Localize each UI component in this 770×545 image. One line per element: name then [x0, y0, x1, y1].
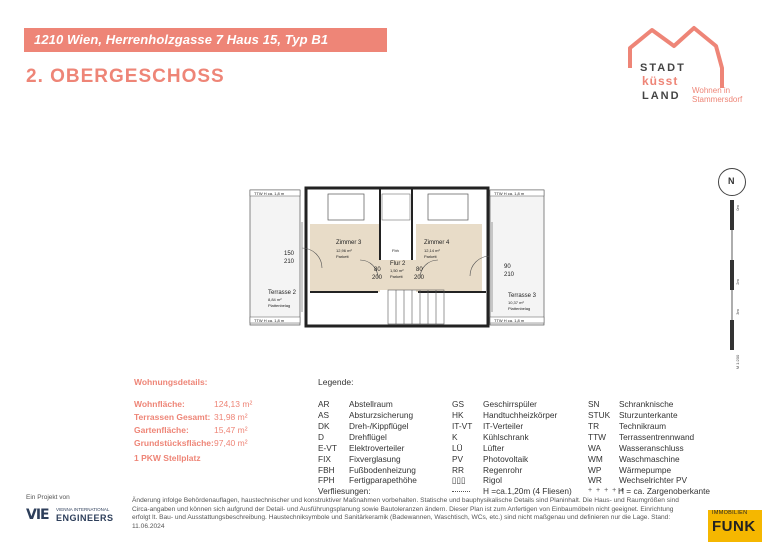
detail-label: Terrassen Gesamt:: [134, 412, 211, 422]
legend-item: SN Schranknische: [588, 399, 674, 409]
address-title: 1210 Wien, Herrenholzgasse 7 Haus 15, Typ B1: [34, 32, 329, 47]
legend-item: K Kühlschrank: [452, 432, 529, 442]
legend-item: E-VT Elektroverteiler: [318, 443, 405, 453]
logo-kuesst: küsst: [642, 74, 679, 88]
detail-label: Wohnfläche:: [134, 399, 185, 409]
opening-3-width: 80: [416, 267, 423, 273]
stadt-kuesst-land-logo: [618, 24, 748, 112]
zarge-text: H = ca. Zargenoberkante: [618, 486, 711, 496]
room-floor-terrasse-3: Plattenbelag: [508, 306, 531, 311]
legend-item: WM Waschmaschine: [588, 454, 680, 464]
opening-2-width: 80: [374, 267, 381, 273]
scale-ratio: M 1:200: [735, 354, 740, 370]
ttw-label-tl: TTW H ca. 1,8 m: [254, 191, 285, 196]
room-area-flur-2: 1,50 m²: [390, 268, 404, 273]
legend-item: WA Wasseranschluss: [588, 443, 684, 453]
funk-logo-small: IMMOBILIEN: [712, 510, 748, 516]
tiling-text: H =ca.1,20m (4 Fliesen): [483, 486, 572, 496]
detail-row-garten: [134, 425, 248, 435]
details-heading: Wohnungsdetails:: [134, 377, 208, 387]
project-label: Ein Projekt von: [26, 494, 70, 501]
vie-logo-mark: VIE: [26, 507, 49, 523]
ttw-label-br: TTW H ca. 1,8 m: [494, 318, 525, 323]
legend-item: GS Geschirrspüler: [452, 399, 537, 409]
lift-label: Fbh: [392, 248, 399, 253]
detail-row-grundstueck: [134, 438, 248, 448]
legend-item: FPH Fertigparapethöhe: [318, 475, 417, 485]
legend-item: AS Absturzsicherung: [318, 410, 414, 420]
legend-item: DK Dreh-/Kippflügel: [318, 421, 409, 431]
room-area-terrasse-3: 10,37 m²: [508, 300, 524, 305]
room-name-terrasse-2: Terrasse 2: [268, 290, 297, 296]
vie-logo-big: ENGINEERS: [56, 513, 114, 523]
opening-2-height: 200: [372, 275, 383, 281]
ttw-label-tr: TTW H ca. 1,8 m: [494, 191, 525, 196]
logo-stadt: STADT: [640, 62, 686, 74]
legend-item: WP Wärmepumpe: [588, 465, 672, 475]
disclaimer-text: Änderung infolge Behördenauflagen, haustechnischer und konstruktiver Maßnahmen vorbehalten. Statische und bauphysikalische Details sind Planinhalt. Die Haus- und Raumgrößen sind Circa-angaben und können sich aufgrund der Detail- und Ausführungsplanung sowie Bautoleranzen ändern. Dieser Plan ist zum Anfertigen von Einbaumöbeln nicht geeignet. Einrichtung erfolgt lt. Bau- und Ausstattungsbeschreibung. Haustechniksymbole und Sanitärkeramik (Badewannen, Waschtisch, WCs, etc.) sind nicht maßgenau und definieren nur die Lage. Stand: 11.06.2024: [132, 497, 679, 530]
opening-4-height: 210: [504, 272, 515, 278]
detail-value: 15,47 m²: [214, 425, 248, 435]
legend-item: RR Regenrohr: [452, 465, 523, 475]
detail-row-wohnflaeche: [134, 399, 253, 409]
room-area-zimmer-4: 12,14 m²: [424, 248, 440, 253]
room-name-zimmer-3: Zimmer 3: [336, 240, 362, 246]
legend-item: HK Handtuchheizkörper: [452, 410, 558, 420]
vie-logo-small: VIENNA INTERNATIONAL: [56, 507, 110, 512]
detail-value: 124,13 m²: [214, 399, 253, 409]
room-name-zimmer-4: Zimmer 4: [424, 240, 450, 246]
room-area-terrasse-2: 8,84 m²: [268, 297, 282, 302]
detail-label: Grundstücksfläche:: [134, 438, 214, 448]
opening-3-height: 200: [414, 275, 425, 281]
zarge-dots-icon: + + + + +: [588, 487, 626, 494]
detail-row-terrassen: [134, 412, 248, 422]
legend-item: TR Technikraum: [588, 421, 667, 431]
scale-0m: 0m: [735, 205, 740, 211]
room-name-terrasse-3: Terrasse 3: [508, 293, 537, 299]
legend-item: FBH Fußbodenheizung: [318, 465, 416, 475]
funk-logo-big: FUNK: [712, 518, 756, 535]
legend-heading: Legende:: [318, 377, 354, 387]
legend-item: STUK Sturzunterkante: [588, 410, 678, 420]
detail-value: 97,40 m²: [214, 438, 248, 448]
legend-item: D Drehflügel: [318, 432, 387, 442]
room-floor-zimmer-3: Parkett: [336, 254, 349, 259]
room-name-flur-2: Flur 2: [390, 261, 406, 267]
logo-tagline-line1: Wohnen in: [692, 86, 731, 95]
address-banner: [24, 28, 387, 52]
room-floor-terrasse-2: Plattenbelag: [268, 303, 291, 308]
ttw-label-bl: TTW H ca. 1,8 m: [254, 318, 285, 323]
tiling-line-icon: [452, 491, 470, 492]
floor-title: 2. OBERGESCHOSS: [26, 66, 225, 87]
opening-1-height: 210: [284, 259, 295, 265]
logo-land: LAND: [642, 90, 681, 102]
opening-4-width: 90: [504, 264, 511, 270]
legend-item: PV Photovoltaik: [452, 454, 529, 464]
logo-tagline-line2: Stammersdorf: [692, 95, 743, 104]
north-compass-icon: [718, 168, 746, 196]
opening-1-width: 150: [284, 251, 295, 257]
parking-info: 1 PKW Stellplatz: [134, 453, 201, 463]
legend-item: IT-VT IT-Verteiler: [452, 421, 524, 431]
room-floor-flur-2: Parkett: [390, 274, 403, 279]
legend-item: AR Abstellraum: [318, 399, 393, 409]
logo-tagline: [692, 86, 742, 104]
tiling-label: Verfliesungen:: [318, 486, 371, 496]
legend-item: LÜ Lüfter: [452, 443, 505, 453]
north-label: N: [728, 176, 735, 186]
scale-bar: [727, 200, 747, 375]
legend-item: ▯▯▯ Rigol: [452, 475, 502, 485]
room-floor-zimmer-4: Parkett: [424, 254, 437, 259]
legend-item: FIX Fixverglasung: [318, 454, 401, 464]
legend-item: WR Wechselrichter PV: [588, 475, 688, 485]
detail-label: Gartenfläche:: [134, 425, 189, 435]
scale-2m: 2m: [735, 279, 740, 285]
room-area-zimmer-3: 12,96 m²: [336, 248, 352, 253]
detail-value: 31,98 m²: [214, 412, 248, 422]
scale-3m: 3m: [735, 309, 740, 315]
legend-item: TTW Terrassentrennwand: [588, 432, 695, 442]
floor-plan: [228, 182, 598, 332]
